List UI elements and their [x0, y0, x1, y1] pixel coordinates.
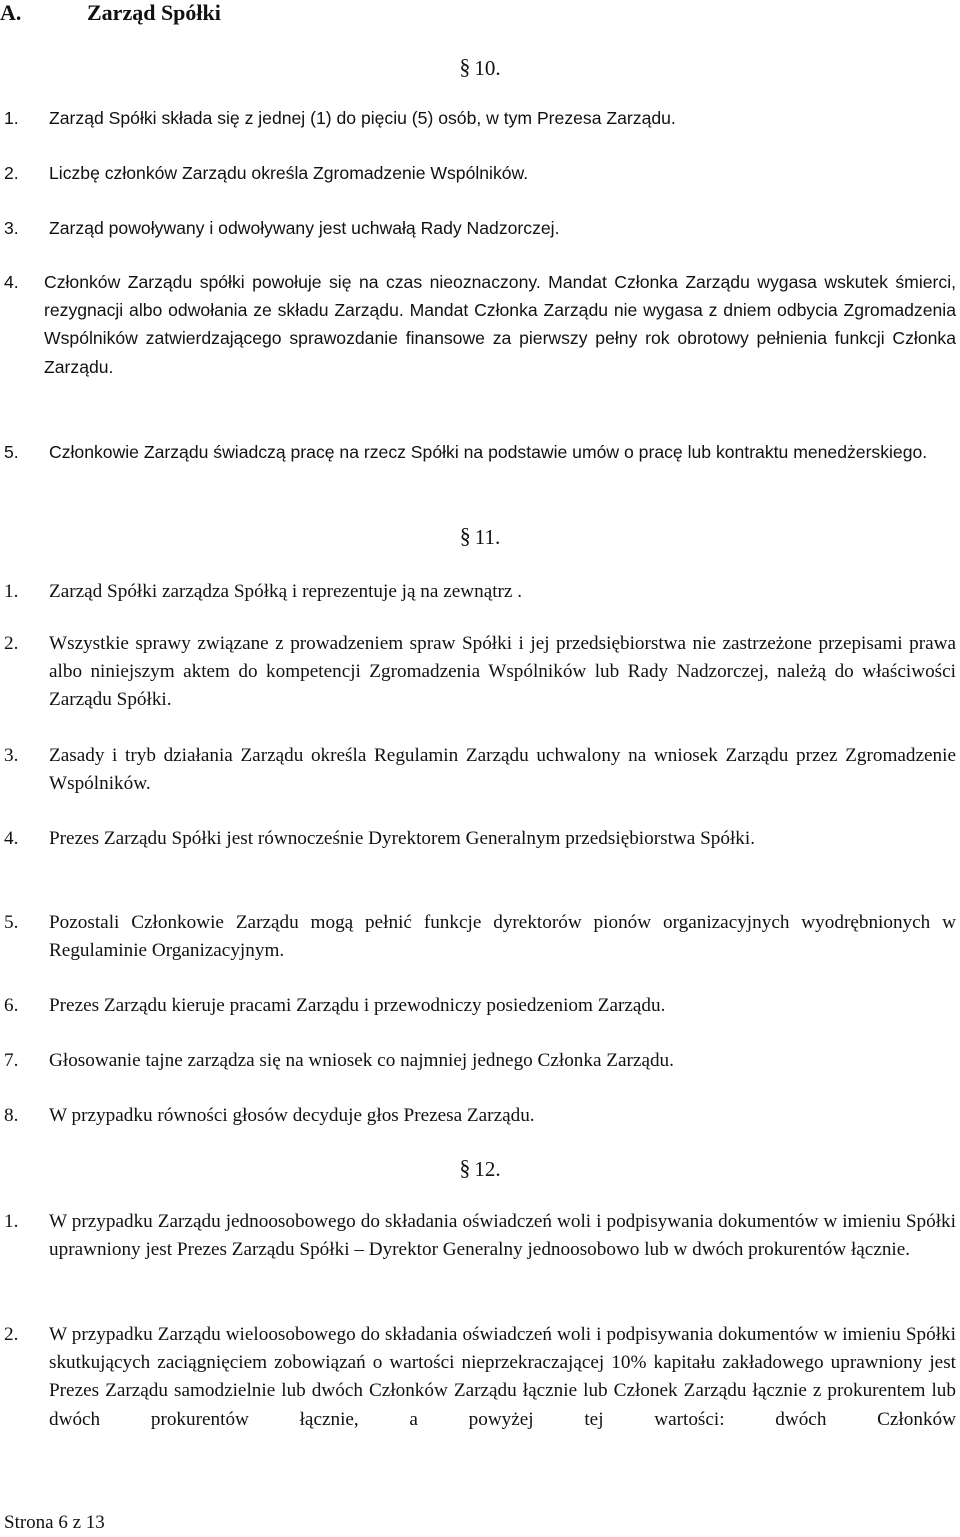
list-item — [0, 159, 956, 187]
section-symbol: § — [459, 1155, 471, 1180]
item-number: 5. — [4, 912, 19, 933]
item-number: 3. — [4, 745, 19, 766]
list-item — [0, 630, 956, 715]
item-number: 1. — [4, 108, 19, 128]
item-text: W przypadku Zarządu jednoosobowego do składania oświadczeń woli i podpisywania dokumentów w imieniu Spółki uprawniony jest Prezes Zarządu Spółki – Dyrektor Generalny jednoosobowo lub w dwóch prokurentów łącznie. — [49, 1211, 956, 1261]
list-item — [0, 992, 956, 1020]
item-text: Członkowie Zarządu świadczą pracę na rzecz Spółki na podstawie umów o pracę lub kontraktu menedżerskiego. — [49, 442, 928, 462]
list-item — [0, 438, 956, 466]
item-number: 1. — [4, 581, 19, 602]
item-number: 2. — [4, 1324, 19, 1345]
section-symbol: § — [459, 523, 471, 548]
list-item — [0, 1102, 956, 1130]
item-number: 1. — [4, 1211, 19, 1232]
item-text: W przypadku Zarządu wieloosobowego do składania oświadczeń woli i podpisywania dokumentów w imieniu Spółki skutkujących zaciągnięciem zobowiązań o wartości nieprzekraczającej 10% kapitału zakładowego uprawniony jest Prezes Zarządu samodzielnie lub dwóch Członków Zarządu łącznie lub Członek Zarządu łącznie z prokurentem lub dwóch prokurentów łącznie, a powyżej tej wartości: dwóch Członków — [49, 1324, 956, 1430]
list-item — [0, 909, 956, 965]
paragraph-number: 11. — [474, 525, 501, 549]
item-text: Członków Zarządu spółki powołuje się na czas nieoznaczony. Mandat Członka Zarządu wygasa wskutek śmierci, rezygnacji albo odwołania ze składu Zarządu. Mandat Członka Zarządu nie wygasa z dniem odbycia Zgromadzenia Wspólników zatwierdzającego sprawozdanie finansowe za pierwszy pełny rok obrotowy pełnienia funkcji Członka Zarządu. — [44, 272, 956, 377]
item-number: 8. — [4, 1105, 19, 1126]
item-number: 4. — [4, 272, 19, 292]
section-symbol: § — [459, 54, 471, 79]
paragraph-11-header — [0, 523, 960, 550]
item-text: Prezes Zarządu kieruje pracami Zarządu i przewodniczy posiedzeniom Zarządu. — [49, 995, 666, 1016]
item-text: Zasady i tryb działania Zarządu określa Regulamin Zarządu uchwalony na wniosek Zarządu przez Zgromadzenie Wspólników. — [49, 745, 956, 795]
item-number: 4. — [4, 828, 19, 849]
list-item — [0, 1321, 956, 1434]
item-number: 2. — [4, 163, 19, 183]
item-text: Głosowanie tajne zarządza się na wniosek co najmniej jednego Członka Zarządu. — [49, 1050, 674, 1071]
paragraph-12-header — [0, 1155, 960, 1182]
section-heading — [0, 0, 221, 26]
heading-title: Zarząd Spółki — [87, 0, 221, 25]
item-text: Zarząd Spółki zarządza Spółką i reprezentuje ją na zewnątrz . — [49, 581, 523, 602]
item-text: Prezes Zarządu Spółki jest równocześnie Dyrektorem Generalnym przedsiębiorstwa Spółki. — [49, 828, 755, 849]
list-item — [0, 742, 956, 798]
paragraph-10-header — [0, 54, 960, 81]
item-number: 5. — [4, 442, 19, 462]
item-text: Pozostali Członkowie Zarządu mogą pełnić funkcje dyrektorów pionów organizacyjnych wyodrębnionych w Regulaminie Organizacyjnym. — [49, 912, 956, 962]
list-item — [0, 1047, 956, 1075]
item-text: Zarząd Spółki składa się z jednej (1) do pięciu (5) osób, w tym Prezesa Zarządu. — [49, 108, 676, 128]
list-item — [0, 825, 956, 853]
item-number: 2. — [4, 633, 19, 654]
item-number: 6. — [4, 995, 19, 1016]
heading-letter: A. — [0, 0, 22, 25]
item-text: Wszystkie sprawy związane z prowadzeniem spraw Spółki i jej przedsiębiorstwa nie zastrzeżone przepisami prawa albo niniejszym aktem do kompetencji Zgromadzenia Wspólników lub Rady Nadzorczej, należą do właściwości Zarządu Spółki. — [49, 633, 956, 711]
list-item — [0, 104, 956, 132]
list-item — [0, 1208, 956, 1264]
paragraph-number: 10. — [474, 56, 501, 80]
list-item — [0, 268, 956, 381]
item-number: 3. — [4, 218, 19, 238]
list-item — [0, 214, 956, 242]
page-number-footer: Strona 6 z 13 — [4, 1512, 105, 1533]
item-text: W przypadku równości głosów decyduje głos Prezesa Zarządu. — [49, 1105, 535, 1126]
item-text: Liczbę członków Zarządu określa Zgromadzenie Wspólników. — [49, 163, 529, 183]
list-item — [0, 578, 956, 606]
paragraph-number: 12. — [474, 1157, 501, 1181]
item-text: Zarząd powoływany i odwoływany jest uchwałą Rady Nadzorczej. — [49, 218, 560, 238]
item-number: 7. — [4, 1050, 19, 1071]
